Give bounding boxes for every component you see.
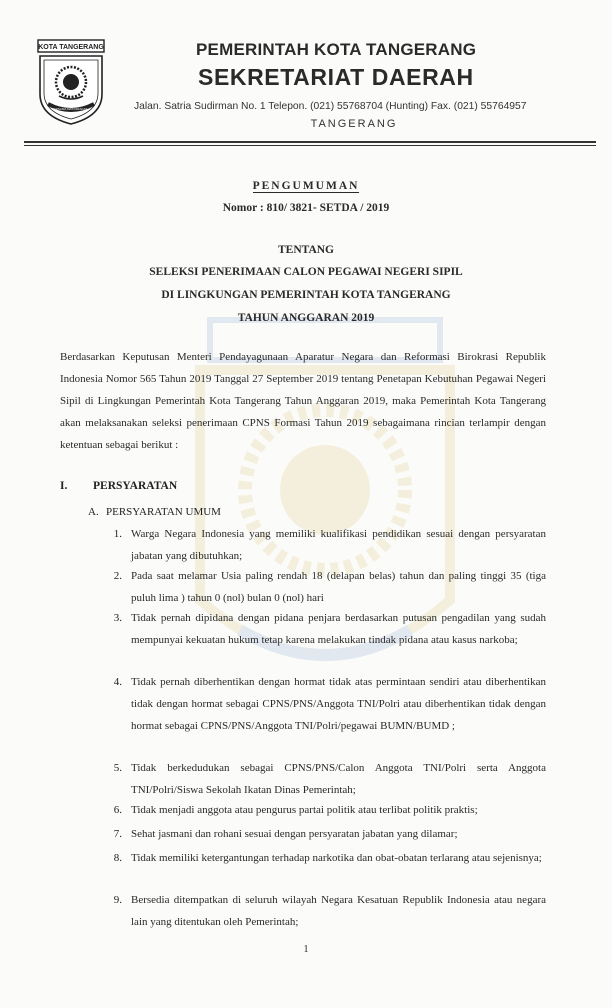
- page-number: 1: [303, 944, 309, 955]
- header-line1: PEMERINTAH KOTA TANGERANG: [196, 40, 477, 59]
- kota-tangerang-logo: [34, 38, 108, 126]
- subsection-letter: A.: [88, 506, 99, 518]
- subject-line-3: TAHUN ANGGARAN 2019: [237, 312, 375, 324]
- subject-line-1: SELEKSI PENERIMAAN CALON PEGAWAI NEGERI SIPIL: [149, 266, 463, 278]
- header-address: Jalan. Satria Sudirman No. 1 Telepon. (021) 55768704 (Hunting) Fax. (021) 55764957: [134, 101, 527, 112]
- logo-motto: BERSAMA MASYARAKAT ...: [51, 107, 91, 111]
- announcement-title: PENGUMUMAN: [252, 180, 360, 192]
- tentang-heading: TENTANG: [277, 244, 335, 256]
- section-number: I.: [60, 480, 68, 492]
- intro-paragraph: Berdasarkan Keputusan Menteri Pendayagunaan Aparatur Negara dan Reformasi Birokrasi Republik Indonesia Nomor 565 Tahun 2019 Tanggal 27 September 2019 tentang Penetapan Kebutuhan Pegawai Negeri Sipil di Lingkungan Pemerintah Kota Tangerang Tahun Anggaran 2019, maka Pemerintah Kota Tangerang akan melaksanakan seleksi penerimaan CPNS Formasi Tahun 2019 sebagaimana rincian terlampir dengan ketentuan sebagai berikut :: [60, 351, 546, 451]
- header-city: TANGERANG: [310, 118, 398, 130]
- header-rule-thin: [24, 145, 596, 146]
- logo-text: KOTA TANGERANG: [38, 44, 104, 51]
- header-line2: SEKRETARIAT DAERAH: [198, 64, 474, 90]
- subsection-title: PERSYARATAN UMUM: [106, 506, 221, 518]
- section-title: PERSYARATAN: [93, 480, 178, 492]
- subject-line-2: DI LINGKUNGAN PEMERINTAH KOTA TANGERANG: [161, 289, 451, 301]
- announcement-number: Nomor : 810/ 3821- SETDA / 2019: [222, 202, 390, 214]
- header-rule-thick: [24, 141, 596, 143]
